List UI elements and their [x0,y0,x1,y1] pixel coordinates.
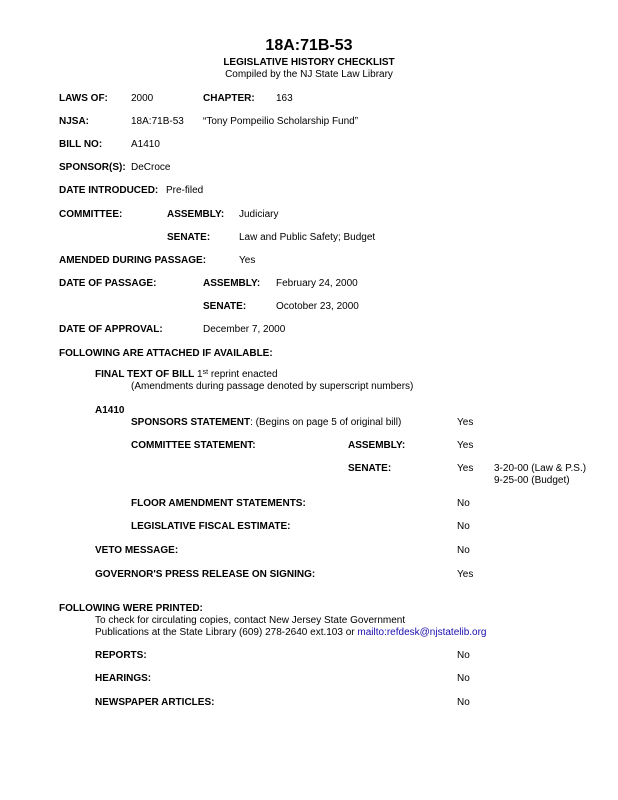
printed-heading: FOLLOWING WERE PRINTED: [59,603,203,614]
refdesk-email-link[interactable]: mailto:refdesk@njstatelib.org [357,627,487,638]
reports-value: No [457,650,470,661]
veto-value: No [457,545,470,556]
attached-heading: FOLLOWING ARE ATTACHED IF AVAILABLE: [59,348,273,359]
committee-senate-value: Law and Public Safety; Budget [239,232,376,243]
committee-statement-assembly-value: Yes [457,440,474,451]
compiled-by: Compiled by the NJ State Law Library [225,69,393,80]
committee-assembly-label: ASSEMBLY: [167,209,225,220]
sponsors-statement-line [131,417,401,429]
sponsors-statement-label: SPONSORS STATEMENT [131,417,251,428]
njsa-title: “Tony Pompeilio Scholarship Fund” [203,116,359,127]
approval-label: DATE OF APPROVAL: [59,324,163,335]
printed-line-2-text: Publications at the State Library (609) 278-2640 ext.103 or [95,627,358,638]
bill-heading: A1410 [95,405,125,416]
approval-value: December 7, 2000 [203,324,286,335]
newspaper-value: No [457,697,470,708]
njsa-label: NJSA: [59,116,90,127]
laws-of-value: 2000 [131,93,154,104]
laws-of-label: LAWS OF: [59,93,108,104]
chapter-label: CHAPTER: [203,93,255,104]
fiscal-estimate-label: LEGISLATIVE FISCAL ESTIMATE: [131,521,291,532]
fiscal-estimate-value: No [457,521,470,532]
committee-statement-assembly-label: ASSEMBLY: [348,440,406,451]
page-title: 18A:71B-53 [265,37,353,54]
bill-no-label: BILL NO: [59,139,103,150]
passage-senate-value: Ocotober 23, 2000 [276,301,359,312]
passage-senate-label: SENATE: [203,301,247,312]
floor-amendment-label: FLOOR AMENDMENT STATEMENTS: [131,498,306,509]
committee-statement-label: COMMITTEE STATEMENT: [131,440,256,451]
final-text-sup: st [202,369,209,376]
chapter-value: 163 [276,93,293,104]
press-release-value: Yes [457,569,474,580]
hearings-value: No [457,673,470,684]
newspaper-label: NEWSPAPER ARTICLES: [95,697,215,708]
committee-statement-senate-label: SENATE: [348,463,392,474]
final-text-line [95,369,278,381]
committee-assembly-value: Judiciary [239,209,279,220]
committee-statement-senate-value: Yes [457,463,474,474]
floor-amendment-value: No [457,498,470,509]
sponsors-statement-value: Yes [457,417,474,428]
reports-label: REPORTS: [95,650,147,661]
committee-senate-label: SENATE: [167,232,211,243]
veto-label: VETO MESSAGE: [95,545,179,556]
date-introduced-value: Pre-filed [166,185,204,196]
printed-line-1: To check for circulating copies, contact New Jersey State Government [95,615,406,626]
passage-assembly-value: February 24, 2000 [276,278,358,289]
final-text-note: (Amendments during passage denoted by superscript numbers) [131,381,414,392]
sponsors-statement-note: : (Begins on page 5 of original bill) [250,417,402,428]
bill-no-value: A1410 [131,139,160,150]
committee-label: COMMITTEE: [59,209,123,220]
printed-line-2 [95,627,487,639]
document-subtitle: LEGISLATIVE HISTORY CHECKLIST [223,57,395,68]
passage-label: DATE OF PASSAGE: [59,278,157,289]
committee-senate-note-2: 9-25-00 (Budget) [494,475,570,486]
press-release-label: GOVERNOR'S PRESS RELEASE ON SIGNING: [95,569,316,580]
njsa-value: 18A:71B-53 [131,116,184,127]
final-text-value: reprint enacted [210,369,278,380]
sponsors-value: DeCroce [131,162,171,173]
amended-label: AMENDED DURING PASSAGE: [59,255,207,266]
amended-value: Yes [239,255,256,266]
hearings-label: HEARINGS: [95,673,152,684]
passage-assembly-label: ASSEMBLY: [203,278,261,289]
final-text-label: FINAL TEXT OF BILL [95,369,195,380]
committee-senate-note-1: 3-20-00 (Law & P.S.) [494,463,587,474]
final-text-num: 1 [197,369,203,380]
date-introduced-label: DATE INTRODUCED: [59,185,159,196]
sponsors-label: SPONSOR(S): [59,162,126,173]
